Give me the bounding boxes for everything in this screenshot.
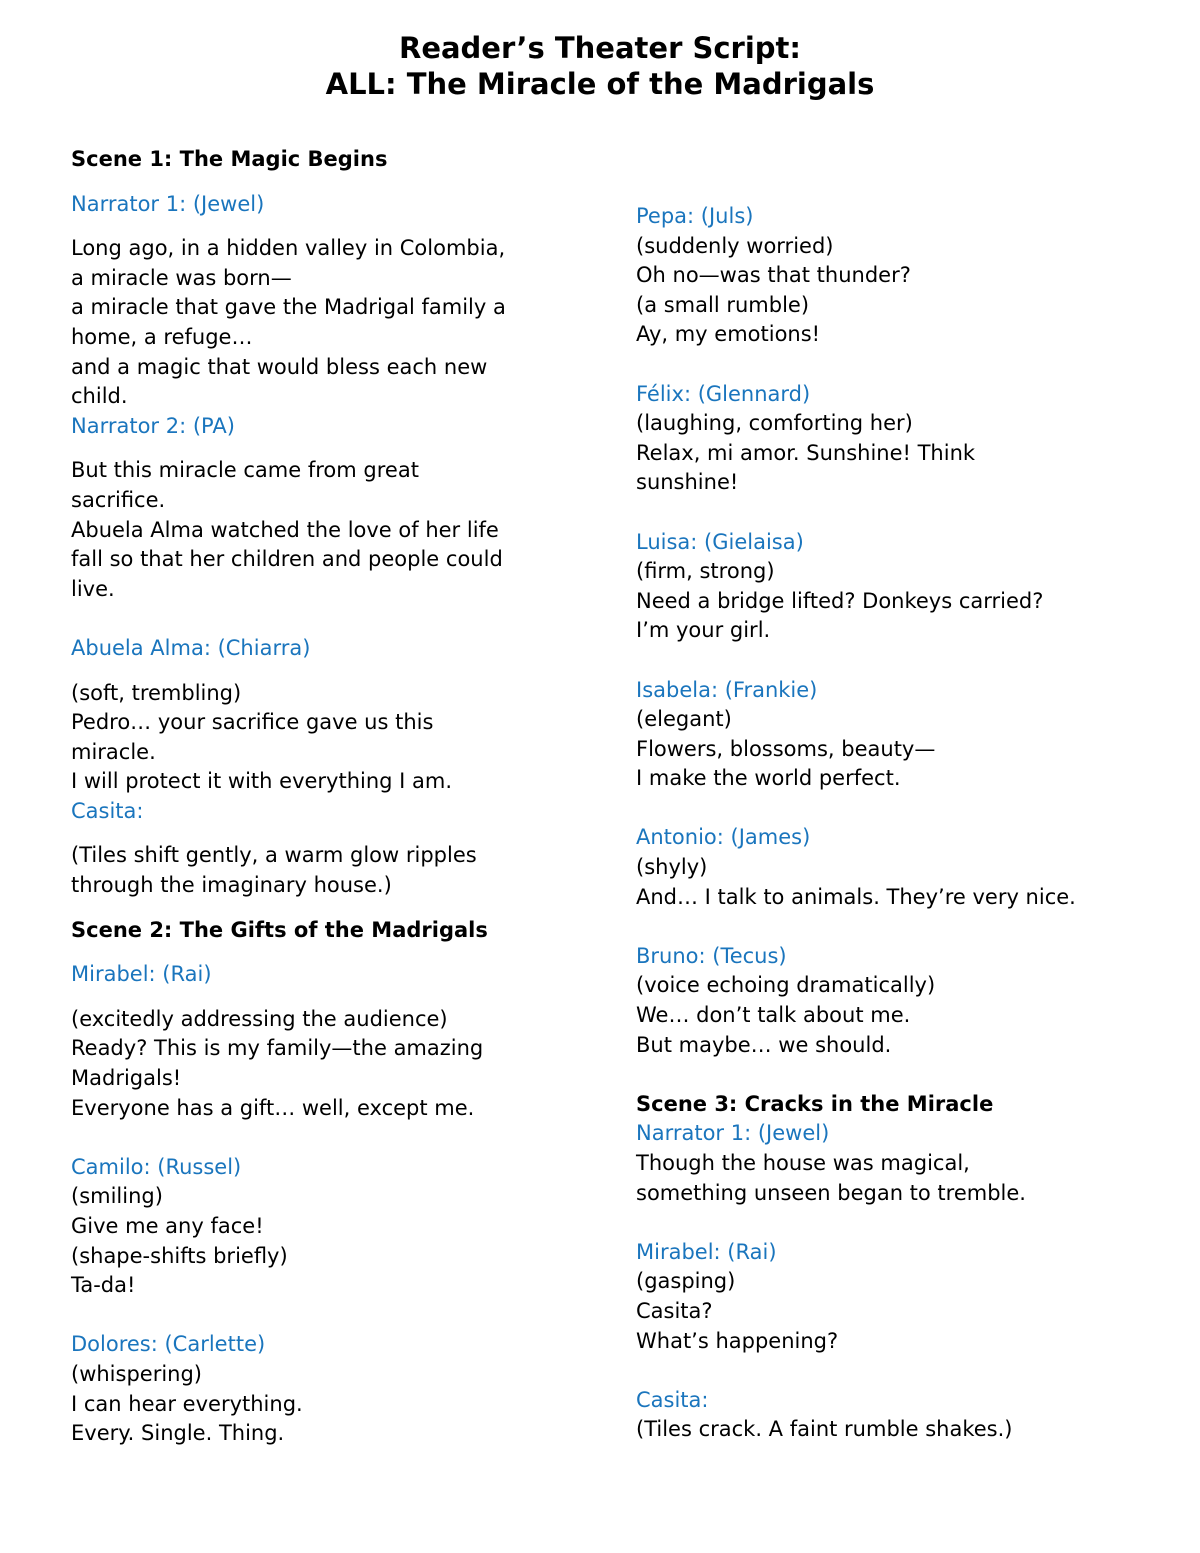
script-line: Every. Single. Thing.: [71, 1421, 285, 1446]
scene-heading: Scene 1: The Magic Begins: [71, 147, 388, 171]
script-line: and a magic that would bless each new: [71, 354, 488, 379]
script-line: But maybe… we should.: [636, 1032, 892, 1057]
speaker-label: Camilo: (Russel): [71, 1154, 242, 1179]
script-line: Ready? This is my family—the amazing: [71, 1036, 484, 1061]
script-line: But this miracle came from great: [71, 458, 419, 483]
script-line: Though the house was magical,: [636, 1151, 970, 1175]
script-line: Casita?: [636, 1298, 713, 1323]
script-line: Everyone has a gift… well, except me.: [71, 1095, 475, 1120]
script-line: miracle.: [71, 739, 156, 764]
script-line: sacrifice.: [71, 487, 166, 512]
script-line: (shyly): [636, 855, 708, 880]
script-line: (suddenly worried): [636, 233, 834, 258]
speaker-label: Bruno: (Tecus): [636, 943, 787, 968]
speaker-label: Casita:: [71, 798, 144, 823]
speaker-label: Narrator 1: (Jewel): [71, 191, 265, 216]
speaker-label: Luisa: (Gielaisa): [636, 529, 804, 554]
script-line: Ay, my emotions!: [636, 322, 821, 347]
script-line: a miracle was born—: [71, 265, 292, 290]
script-line: I will protect it with everything I am.: [71, 769, 453, 794]
script-line: (smiling): [71, 1184, 163, 1209]
speaker-label: Narrator 1: (Jewel): [636, 1121, 830, 1146]
script-line: through the imaginary house.): [71, 873, 392, 898]
script-line: fall so that her children and people could: [71, 547, 503, 572]
script-line: (elegant): [636, 707, 732, 732]
script-line: something unseen began to tremble.: [636, 1180, 1026, 1205]
script-line: We… don’t talk about me.: [636, 1003, 911, 1028]
script-line: home, a refuge…: [71, 324, 253, 349]
title-line-1: Reader’s Theater Script:: [398, 31, 802, 65]
script-line: (whispering): [71, 1361, 203, 1386]
title-line-2: ALL: The Miracle of the Madrigals: [325, 67, 875, 101]
script-line: I’m your girl.: [636, 618, 771, 643]
script-line: (excitedly addressing the audience): [71, 1006, 448, 1031]
speaker-label: Isabela: (Frankie): [636, 677, 818, 702]
script-line: Abuela Alma watched the love of her life: [71, 517, 499, 542]
script-line: (gasping): [636, 1269, 736, 1294]
scene-heading: Scene 3: Cracks in the Miracle: [636, 1091, 994, 1116]
script-line: Oh no—was that thunder?: [636, 263, 911, 288]
script-line: live.: [71, 576, 115, 601]
script-line: a miracle that gave the Madrigal family a: [71, 295, 506, 320]
speaker-label: Narrator 2: (PA): [71, 413, 235, 438]
speaker-label: Antonio: (James): [636, 825, 811, 850]
script-line: Long ago, in a hidden valley in Colombia,: [71, 236, 506, 261]
speaker-label: Mirabel: (Rai): [636, 1239, 777, 1264]
left-column: [71, 145, 571, 1449]
script-line: child.: [71, 384, 128, 409]
script-line: I make the world perfect.: [636, 766, 901, 791]
document-title: [0, 30, 1200, 102]
right-column: [636, 202, 1136, 1445]
script-line: Pedro… your sacrifice gave us this: [71, 710, 434, 735]
speaker-label: Casita:: [636, 1387, 709, 1412]
script-line: What’s happening?: [636, 1328, 839, 1353]
script-line: Relax, mi amor. Sunshine! Think: [636, 440, 976, 465]
speaker-label: Félix: (Glennard): [636, 381, 811, 406]
script-line: (Tiles shift gently, a warm glow ripples: [71, 843, 477, 868]
script-line: I can hear everything.: [71, 1391, 303, 1416]
script-line: Ta-da!: [71, 1273, 136, 1298]
speaker-label: Pepa: (Juls): [636, 204, 754, 228]
script-line: (Tiles crack. A faint rumble shakes.): [636, 1417, 1013, 1442]
script-line: (firm, strong): [636, 559, 775, 584]
script-line: And… I talk to animals. They’re very nice.: [636, 884, 1076, 909]
speaker-label: Abuela Alma: (Chiarra): [71, 635, 311, 660]
script-line: Flowers, blossoms, beauty—: [636, 736, 936, 761]
script-line: sunshine!: [636, 470, 739, 495]
script-line: (soft, trembling): [71, 680, 242, 705]
script-line: (a small rumble): [636, 292, 810, 317]
script-line: Madrigals!: [71, 1066, 182, 1091]
scene-heading: Scene 2: The Gifts of the Madrigals: [71, 917, 488, 942]
script-line: Give me any face!: [71, 1214, 264, 1238]
speaker-label: Dolores: (Carlette): [71, 1332, 266, 1357]
script-line: (laughing, comforting her): [636, 411, 913, 436]
script-line: Need a bridge lifted? Donkeys carried?: [636, 588, 1044, 613]
script-line: (shape-shifts briefly): [71, 1243, 288, 1268]
script-line: (voice echoing dramatically): [636, 973, 936, 998]
speaker-label: Mirabel: (Rai): [71, 962, 212, 987]
